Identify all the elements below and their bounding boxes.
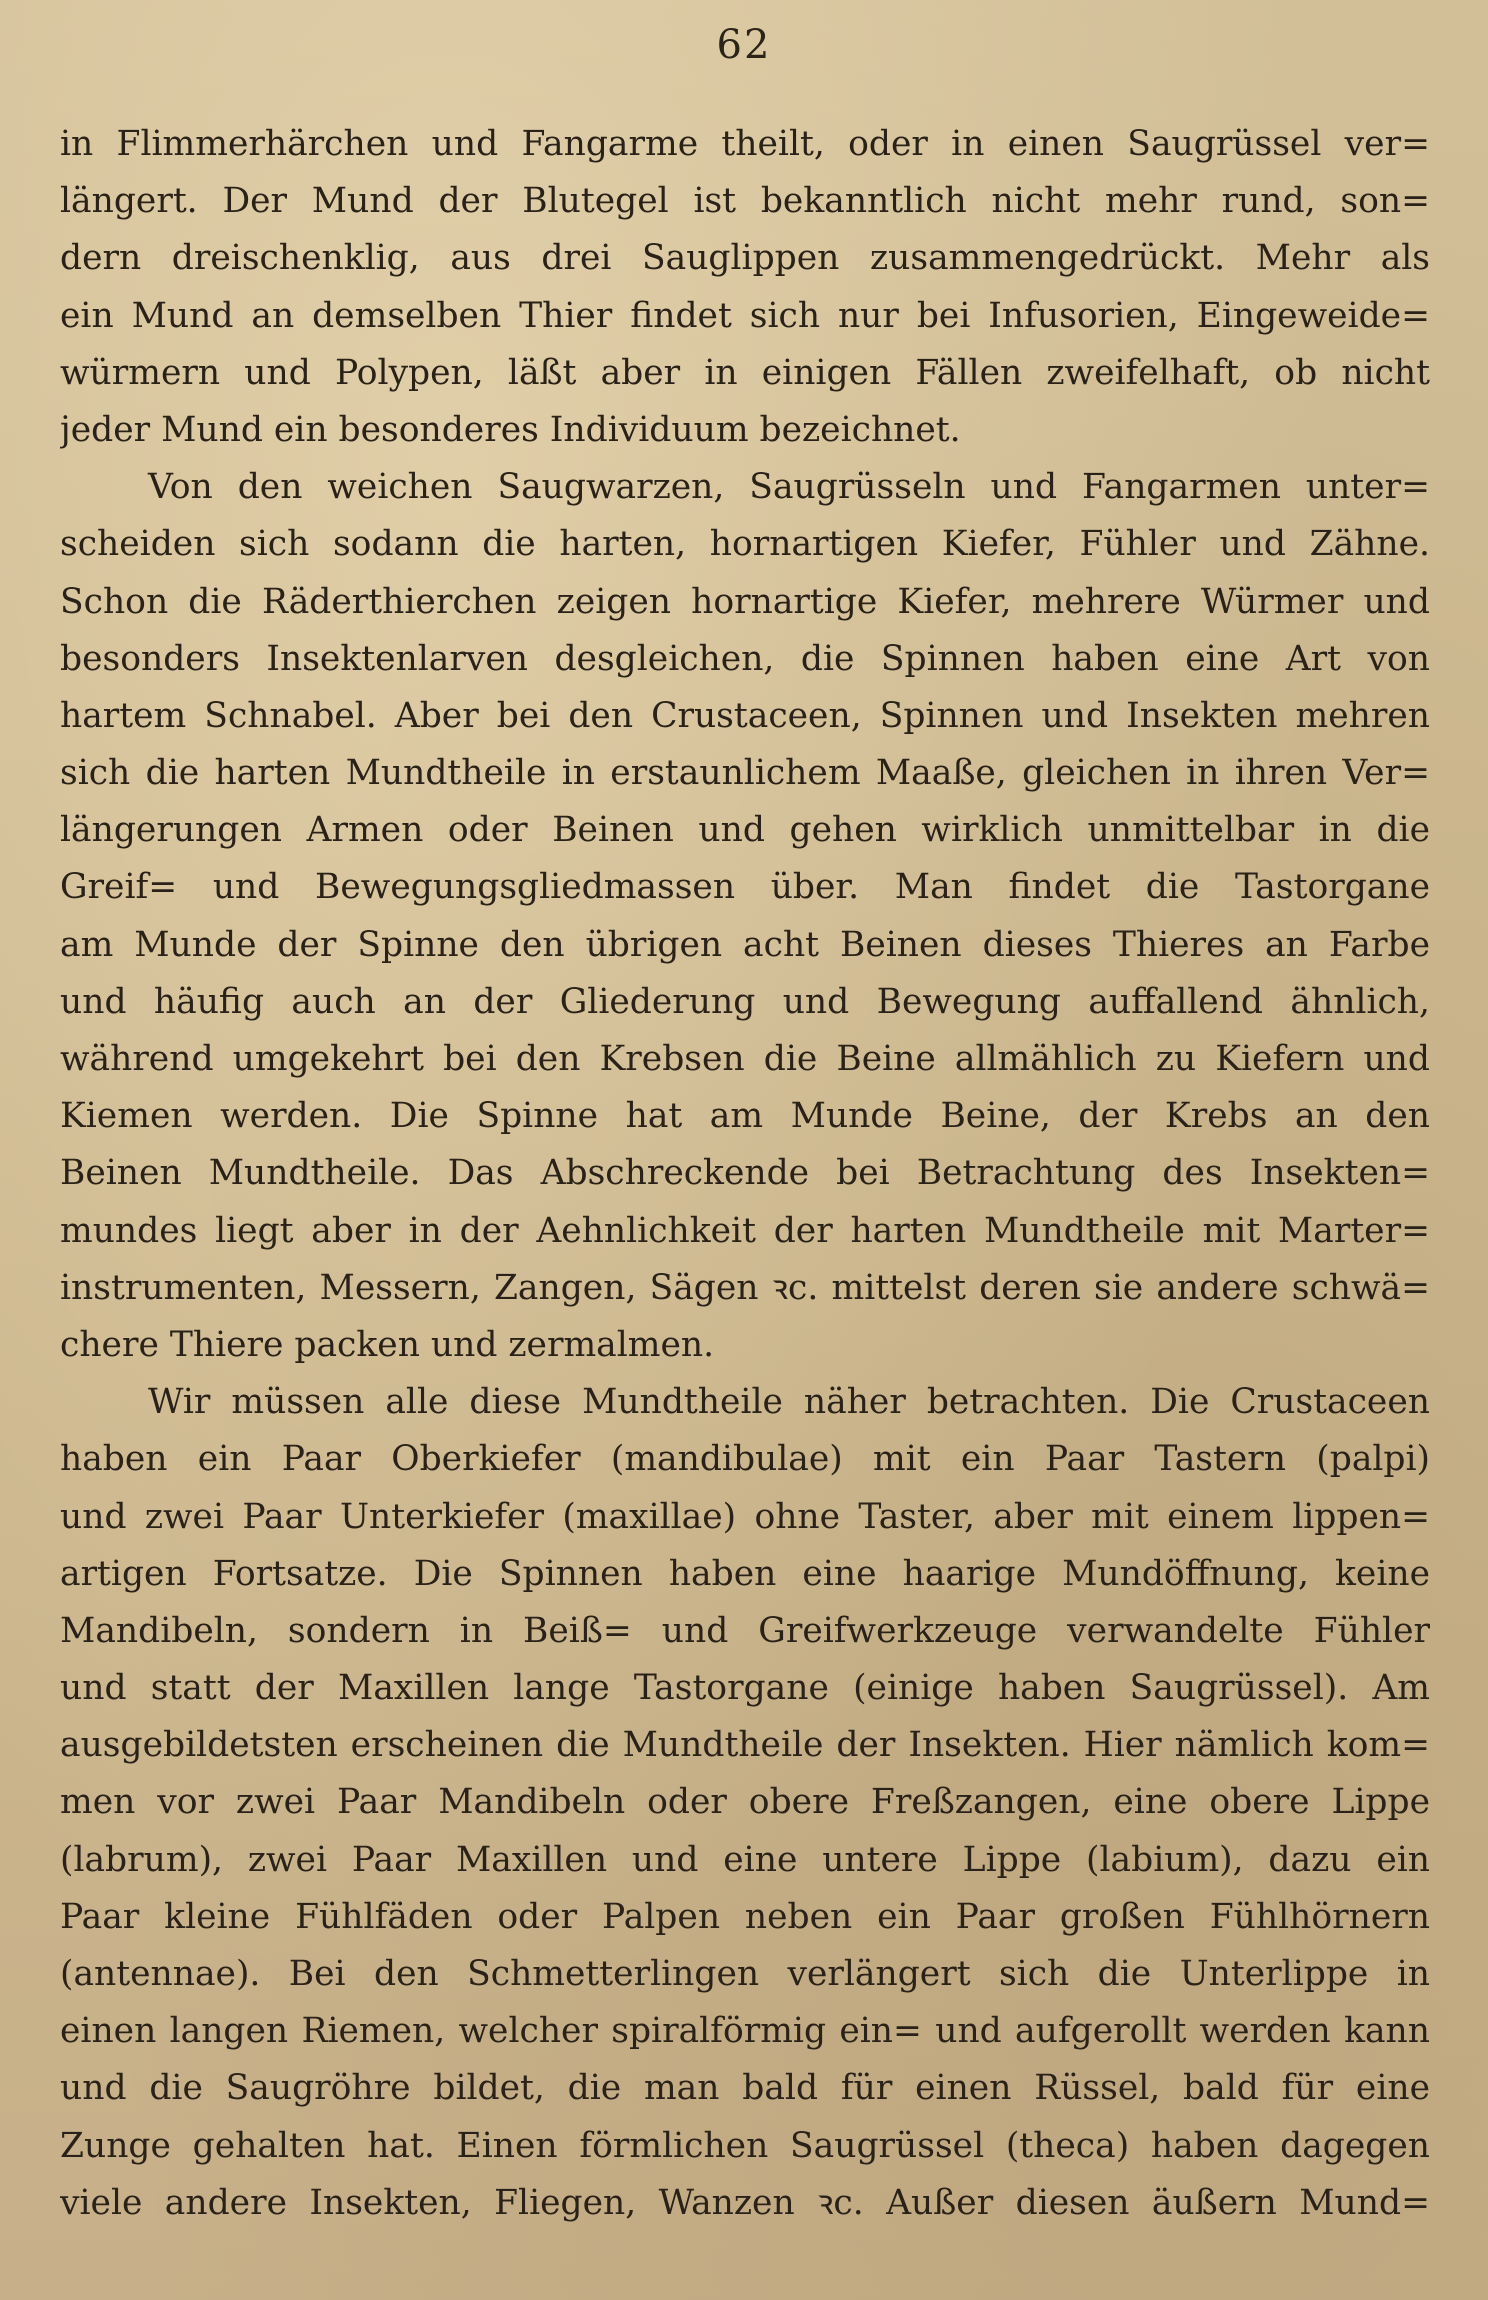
text-line: Von den weichen Saugwarzen, Saugrüsseln und Fangarmen unter= — [148, 467, 1430, 508]
text-line: längert. Der Mund der Blutegel ist bekanntlich nicht mehr rund, son= — [60, 181, 1430, 222]
paragraph-2 — [60, 459, 1430, 1374]
text-line: besonders Insektenlarven desgleichen, die Spinnen haben eine Art von — [60, 638, 1430, 679]
text-line: viele andere Insekten, Fliegen, Wanzen ꝛc. Außer diesen äußern Mund= — [60, 2182, 1430, 2223]
text-line: und die Saugröhre bildet, die man bald für einen Rüssel, bald für eine — [60, 2068, 1430, 2109]
text-line: Greif= und Bewegungsgliedmassen über. Man findet die Tastorgane — [60, 867, 1430, 908]
text-line: würmern und Polypen, läßt aber in einigen Fällen zweifelhaft, ob nicht — [60, 352, 1430, 393]
text-line: scheiden sich sodann die harten, hornartigen Kiefer, Fühler und Zähne. — [60, 524, 1430, 565]
text-line: dern dreischenklig, aus drei Sauglippen zusammengedrückt. Mehr als — [60, 238, 1430, 279]
paragraph-1 — [60, 116, 1430, 459]
text-line: chere Thiere packen und zermalmen. — [60, 1324, 715, 1365]
text-line: und häufig auch an der Gliederung und Bewegung auffallend ähnlich, — [60, 981, 1430, 1022]
body-text — [60, 116, 1430, 2232]
text-line: artigen Fortsatze. Die Spinnen haben eine haarige Mundöffnung, keine — [60, 1553, 1430, 1594]
text-line: Zunge gehalten hat. Einen förmlichen Saugrüssel (theca) haben dagegen — [60, 2125, 1430, 2166]
text-line: sich die harten Mundtheile in erstaunlichem Maaße, gleichen in ihren Ver= — [60, 753, 1430, 794]
text-line: Beinen Mundtheile. Das Abschreckende bei Betrachtung des Insekten= — [60, 1153, 1430, 1194]
text-line: längerungen Armen oder Beinen und gehen wirklich unmittelbar in die — [60, 810, 1430, 851]
text-line: ein Mund an demselben Thier findet sich nur bei Infusorien, Eingeweide= — [60, 295, 1430, 336]
text-line: Kiemen werden. Die Spinne hat am Munde Beine, der Krebs an den — [60, 1096, 1430, 1137]
text-line: jeder Mund ein besonderes Individuum bezeichnet. — [60, 409, 961, 450]
text-line: hartem Schnabel. Aber bei den Crustaceen, Spinnen und Insekten mehren — [60, 695, 1430, 736]
paragraph-3 — [60, 1374, 1430, 2232]
text-line: einen langen Riemen, welcher spiralförmig ein= und aufgerollt werden kann — [60, 2011, 1430, 2052]
text-line: ausgebildetsten erscheinen die Mundtheile der Insekten. Hier nämlich kom= — [60, 1725, 1430, 1766]
text-line: und zwei Paar Unterkiefer (maxillae) ohne Taster, aber mit einem lippen= — [60, 1496, 1430, 1537]
text-line: mundes liegt aber in der Aehnlichkeit der harten Mundtheile mit Marter= — [60, 1210, 1430, 1251]
text-line: in Flimmerhärchen und Fangarme theilt, oder in einen Saugrüssel ver= — [60, 124, 1430, 164]
text-line: instrumenten, Messern, Zangen, Sägen ꝛc. mittelst deren sie andere schwä= — [60, 1267, 1430, 1308]
text-line: (labrum), zwei Paar Maxillen und eine untere Lippe (labium), dazu ein — [60, 1839, 1430, 1880]
text-line: Paar kleine Fühlfäden oder Palpen neben ein Paar großen Fühlhörnern — [60, 1896, 1430, 1937]
text-line: Wir müssen alle diese Mundtheile näher betrachten. Die Crustaceen — [148, 1382, 1430, 1423]
text-line: (antennae). Bei den Schmetterlingen verlängert sich die Unterlippe in — [60, 1954, 1430, 1994]
text-line: haben ein Paar Oberkiefer (mandibulae) mit ein Paar Tastern (palpi) — [60, 1439, 1430, 1480]
text-line: Mandibeln, sondern in Beiß= und Greifwerkzeuge verwandelte Fühler — [60, 1610, 1430, 1651]
text-line: am Munde der Spinne den übrigen acht Beinen dieses Thieres an Farbe — [60, 924, 1430, 965]
text-line: men vor zwei Paar Mandibeln oder obere Freßzangen, eine obere Lippe — [60, 1782, 1430, 1823]
text-line: und statt der Maxillen lange Tastorgane (einige haben Saugrüssel). Am — [60, 1668, 1430, 1709]
text-line: Schon die Räderthierchen zeigen hornartige Kiefer, mehrere Würmer und — [60, 581, 1430, 622]
text-line: während umgekehrt bei den Krebsen die Beine allmählich zu Kiefern und — [60, 1039, 1430, 1079]
page-number: 62 — [716, 22, 772, 68]
